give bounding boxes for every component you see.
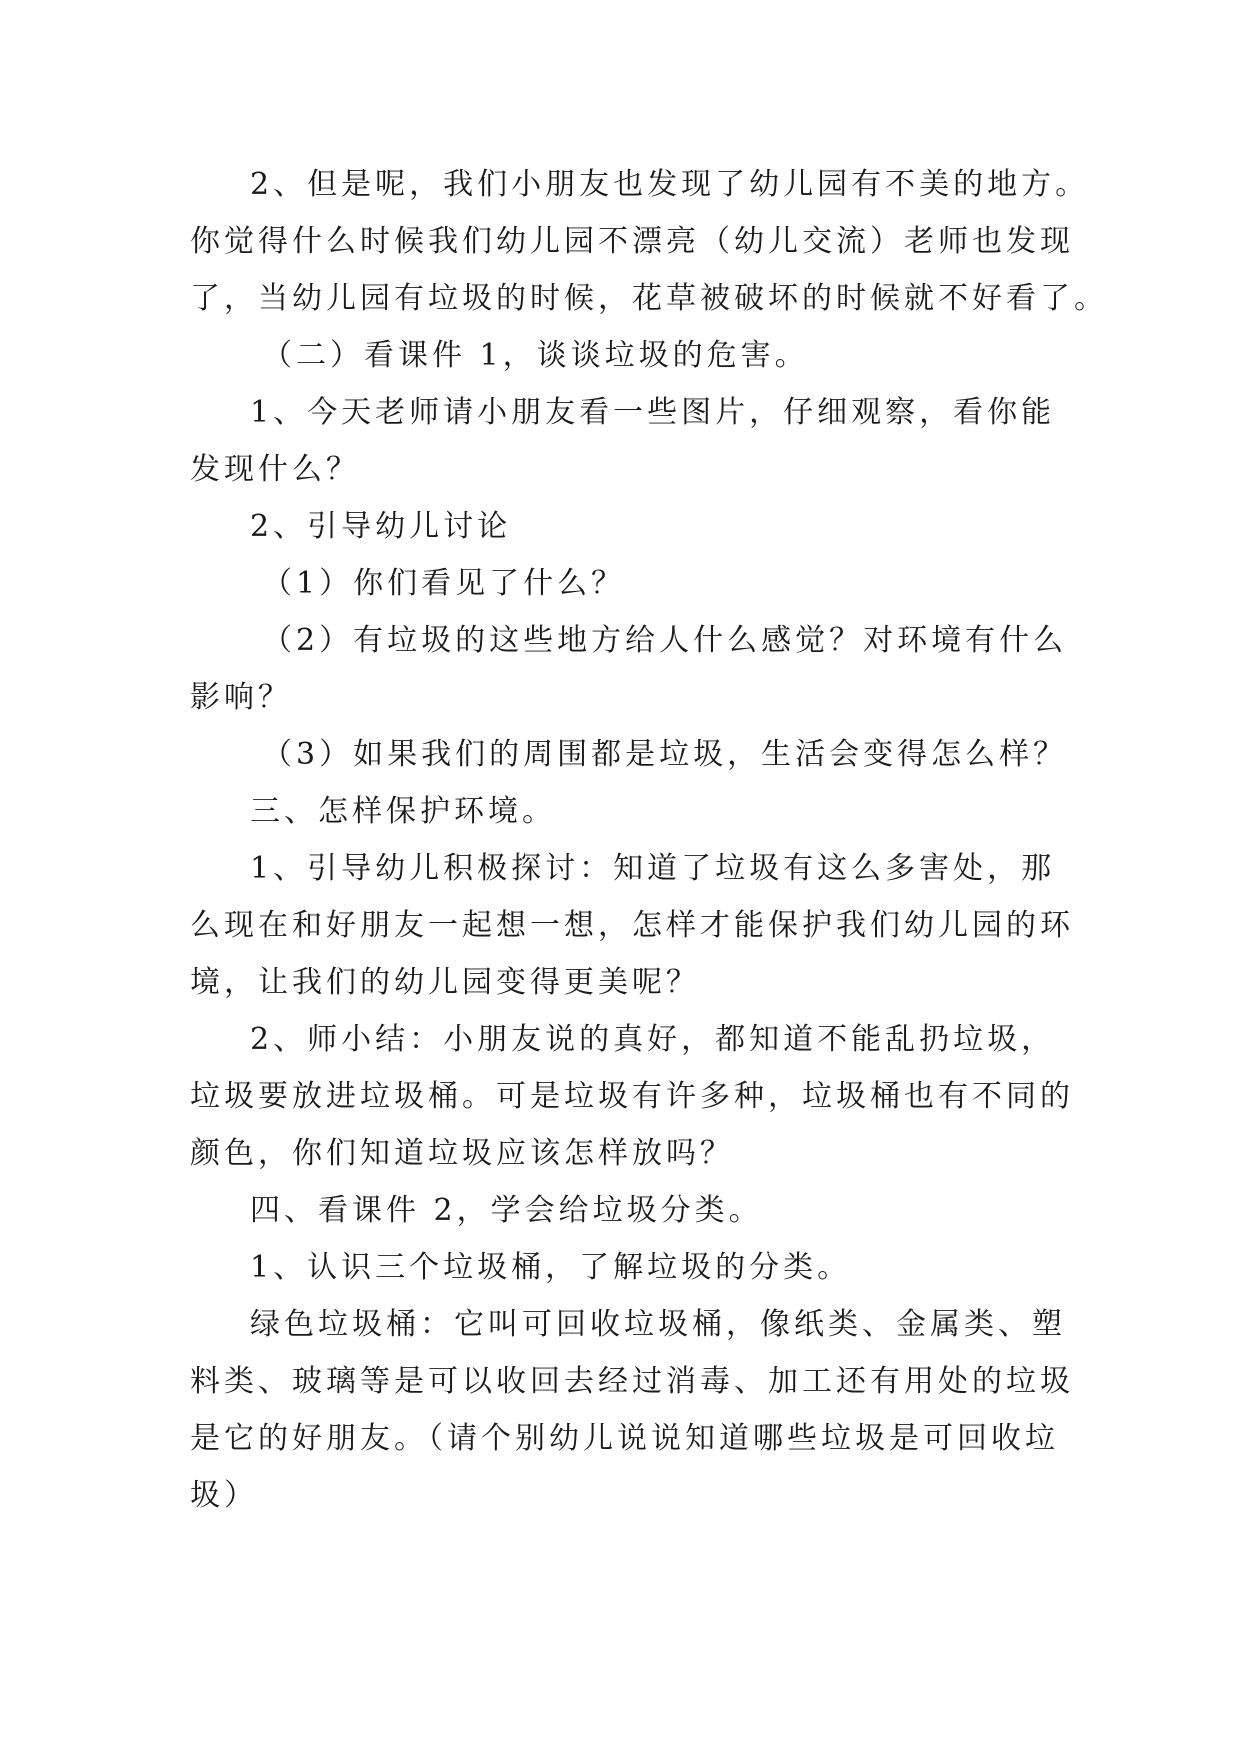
paragraph-line: 2、但是呢，我们小朋友也发现了幼儿园有不美的地方。 (250, 167, 1090, 202)
paragraph-line: 圾） (190, 1478, 258, 1513)
paragraph-line: 垃圾要放进垃圾桶。可是垃圾有许多种，垃圾桶也有不同的 (190, 1079, 1074, 1114)
paragraph-line: 了，当幼儿园有垃圾的时候，花草被破坏的时候就不好看了。 (190, 281, 1108, 316)
paragraph-line: 影响？ (190, 680, 292, 715)
paragraph-line: 你觉得什么时候我们幼儿园不漂亮（幼儿交流）老师也发现 (190, 224, 1074, 259)
paragraph-line: 颜色，你们知道垃圾应该怎样放吗？ (190, 1136, 734, 1171)
paragraph-line: 1、认识三个垃圾桶，了解垃圾的分类。 (250, 1250, 852, 1285)
paragraph-line: 1、今天老师请小朋友看一些图片，仔细观察，看你能 (250, 395, 1056, 430)
paragraph-line: （3）如果我们的周围都是垃圾，生活会变得怎么样？ (262, 737, 1068, 772)
paragraph-line: 是它的好朋友。（请个别幼儿说说知道哪些垃圾是可回收垃 (190, 1421, 1059, 1456)
paragraph-line: 2、引导幼儿讨论 (250, 509, 512, 544)
paragraph-line: （2）有垃圾的这些地方给人什么感觉？对环境有什么 (262, 623, 1068, 658)
section-heading: 四、看课件 2，学会给垃圾分类。 (250, 1193, 763, 1228)
paragraph-line: 发现什么？ (190, 452, 360, 487)
section-heading: 三、怎样保护环境。 (250, 794, 556, 829)
section-heading: （二）看课件 1，谈谈垃圾的危害。 (262, 338, 809, 373)
paragraph-line: 2、师小结：小朋友说的真好，都知道不能乱扔垃圾， (250, 1022, 1056, 1057)
paragraph-line: 1、引导幼儿积极探讨：知道了垃圾有这么多害处，那 (250, 851, 1056, 886)
paragraph-line: 么现在和好朋友一起想一想，怎样才能保护我们幼儿园的环 (190, 908, 1074, 943)
paragraph-line: 料类、玻璃等是可以收回去经过消毒、加工还有用处的垃圾 (190, 1364, 1074, 1399)
paragraph-line: 境，让我们的幼儿园变得更美呢？ (190, 965, 700, 1000)
paragraph-line: 绿色垃圾桶：它叫可回收垃圾桶，像纸类、金属类、塑 (250, 1307, 1066, 1342)
paragraph-line: （1）你们看见了什么？ (262, 566, 626, 601)
